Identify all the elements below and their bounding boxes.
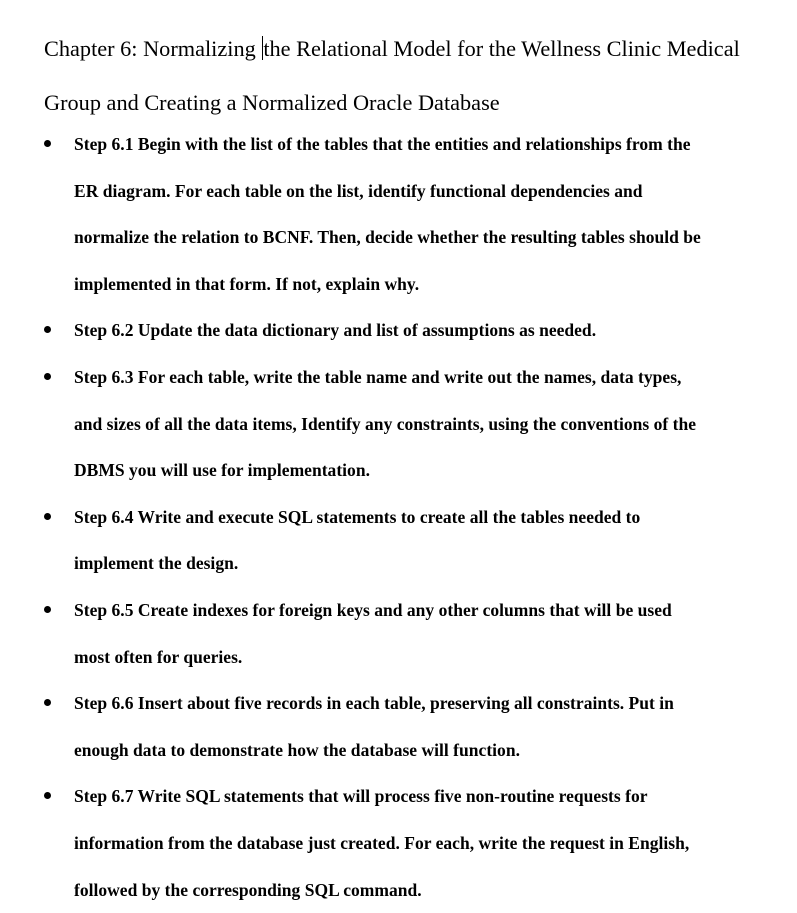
heading-text-before-cursor: Chapter 6: Normalizing <box>44 36 261 61</box>
step-line: enough data to demonstrate how the database will function. <box>74 727 793 774</box>
chapter-heading <box>44 22 789 130</box>
steps-list <box>0 121 797 913</box>
step-line: implemented in that form. If not, explain why. <box>74 261 793 308</box>
step-line: and sizes of all the data items, Identify any constraints, using the conventions of the <box>74 401 793 448</box>
step-line: Step 6.3 For each table, write the table name and write out the names, data types, <box>74 354 793 401</box>
step-line: normalize the relation to BCNF. Then, decide whether the resulting tables should be <box>74 214 793 261</box>
bullet-icon <box>44 606 51 613</box>
bullet-icon <box>44 513 51 520</box>
step-6-6 <box>0 680 797 773</box>
step-line: implement the design. <box>74 540 793 587</box>
bullet-icon <box>44 699 51 706</box>
step-line: most often for queries. <box>74 634 793 681</box>
step-6-7 <box>0 773 797 913</box>
step-line: Step 6.7 Write SQL statements that will process five non-routine requests for <box>74 773 793 820</box>
chapter-heading-line-1 <box>44 22 789 76</box>
step-line: ER diagram. For each table on the list, identify functional dependencies and <box>74 168 793 215</box>
step-line: followed by the corresponding SQL command. <box>74 867 793 913</box>
step-line: Step 6.6 Insert about five records in each table, preserving all constraints. Put in <box>74 680 793 727</box>
bullet-icon <box>44 373 51 380</box>
bullet-icon <box>44 140 51 147</box>
bullet-icon <box>44 792 51 799</box>
step-6-1 <box>0 121 797 307</box>
step-6-3 <box>0 354 797 494</box>
step-6-2 <box>0 307 797 354</box>
step-line: Step 6.5 Create indexes for foreign keys and any other columns that will be used <box>74 587 793 634</box>
step-line: DBMS you will use for implementation. <box>74 447 793 494</box>
chapter-heading-line-2: Group and Creating a Normalized Oracle Database <box>44 76 789 130</box>
step-line: Step 6.4 Write and execute SQL statements to create all the tables needed to <box>74 494 793 541</box>
step-line: Step 6.1 Begin with the list of the tables that the entities and relationships from the <box>74 121 793 168</box>
bullet-icon <box>44 326 51 333</box>
step-6-5 <box>0 587 797 680</box>
heading-text-after-cursor: the Relational Model for the Wellness Clinic Medical <box>263 36 739 61</box>
step-6-4 <box>0 494 797 587</box>
step-line: information from the database just created. For each, write the request in English, <box>74 820 793 867</box>
step-line: Step 6.2 Update the data dictionary and list of assumptions as needed. <box>74 307 793 354</box>
